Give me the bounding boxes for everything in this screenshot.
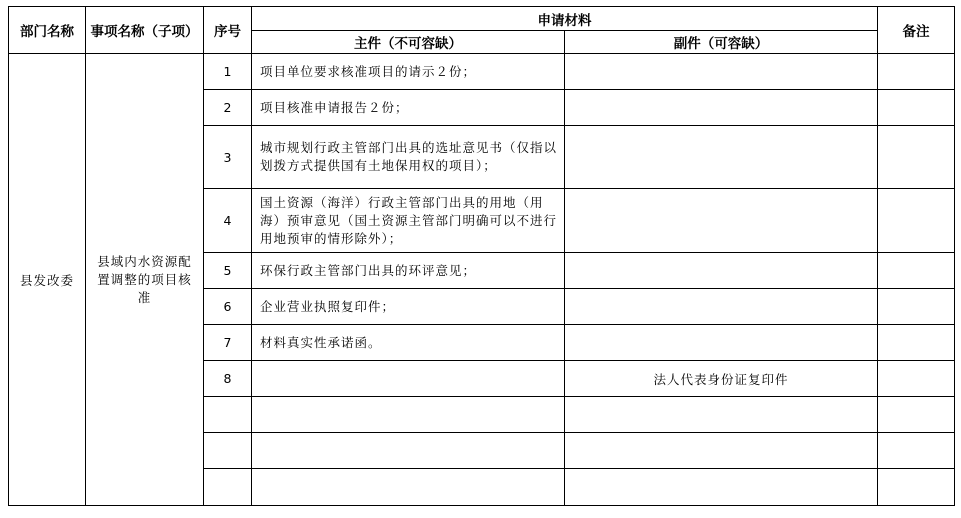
remark-cell — [878, 54, 955, 90]
remark-cell — [878, 469, 955, 506]
main-doc-cell — [252, 433, 565, 469]
main-doc-cell: 城市规划行政主管部门出具的选址意见书（仅指以划拨方式提供国有土地保用权的项目）； — [252, 126, 565, 189]
main-doc-cell — [252, 361, 565, 397]
sub-doc-cell — [565, 469, 878, 506]
seq-cell: 3 — [204, 126, 252, 189]
remark-cell — [878, 90, 955, 126]
seq-cell: 6 — [204, 289, 252, 325]
main-doc-cell: 企业营业执照复印件； — [252, 289, 565, 325]
sub-doc-cell: 法人代表身份证复印件 — [565, 361, 878, 397]
remark-cell — [878, 325, 955, 361]
header-remark: 备注 — [878, 7, 955, 54]
header-materials: 申请材料 — [252, 7, 878, 31]
remark-cell — [878, 189, 955, 253]
sub-doc-cell — [565, 90, 878, 126]
sub-doc-cell — [565, 433, 878, 469]
sub-doc-cell — [565, 397, 878, 433]
remark-cell — [878, 361, 955, 397]
sub-doc-cell — [565, 189, 878, 253]
remark-cell — [878, 397, 955, 433]
seq-cell: 2 — [204, 90, 252, 126]
header-row-1 — [9, 7, 955, 31]
main-doc-cell: 环保行政主管部门出具的环评意见； — [252, 253, 565, 289]
header-dept: 部门名称 — [9, 7, 86, 54]
main-doc-cell: 项目单位要求核准项目的请示２份； — [252, 54, 565, 90]
remark-cell — [878, 289, 955, 325]
materials-table — [8, 6, 955, 506]
seq-cell: 7 — [204, 325, 252, 361]
header-item: 事项名称（子项） — [86, 7, 204, 54]
remark-cell — [878, 126, 955, 189]
table-row — [9, 54, 955, 90]
item-name-cell: 县域内水资源配置调整的项目核准 — [86, 54, 204, 506]
header-main: 主件（不可容缺） — [252, 31, 565, 54]
main-doc-cell — [252, 469, 565, 506]
seq-cell: 4 — [204, 189, 252, 253]
header-sub: 副件（可容缺） — [565, 31, 878, 54]
main-doc-cell: 材料真实性承诺函。 — [252, 325, 565, 361]
seq-cell — [204, 397, 252, 433]
seq-cell: 5 — [204, 253, 252, 289]
sub-doc-cell — [565, 289, 878, 325]
sub-doc-cell — [565, 325, 878, 361]
main-doc-cell: 项目核准申请报告２份； — [252, 90, 565, 126]
sub-doc-cell — [565, 253, 878, 289]
main-doc-cell — [252, 397, 565, 433]
seq-cell — [204, 469, 252, 506]
department-cell: 县发改委 — [9, 54, 86, 506]
sub-doc-cell — [565, 54, 878, 90]
remark-cell — [878, 253, 955, 289]
remark-cell — [878, 433, 955, 469]
main-doc-cell: 国土资源（海洋）行政主管部门出具的用地（用海）预审意见（国土资源主管部门明确可以不进行用地预审的情形除外）； — [252, 189, 565, 253]
sub-doc-cell — [565, 126, 878, 189]
header-seq: 序号 — [204, 7, 252, 54]
seq-cell — [204, 433, 252, 469]
seq-cell: 8 — [204, 361, 252, 397]
seq-cell: 1 — [204, 54, 252, 90]
